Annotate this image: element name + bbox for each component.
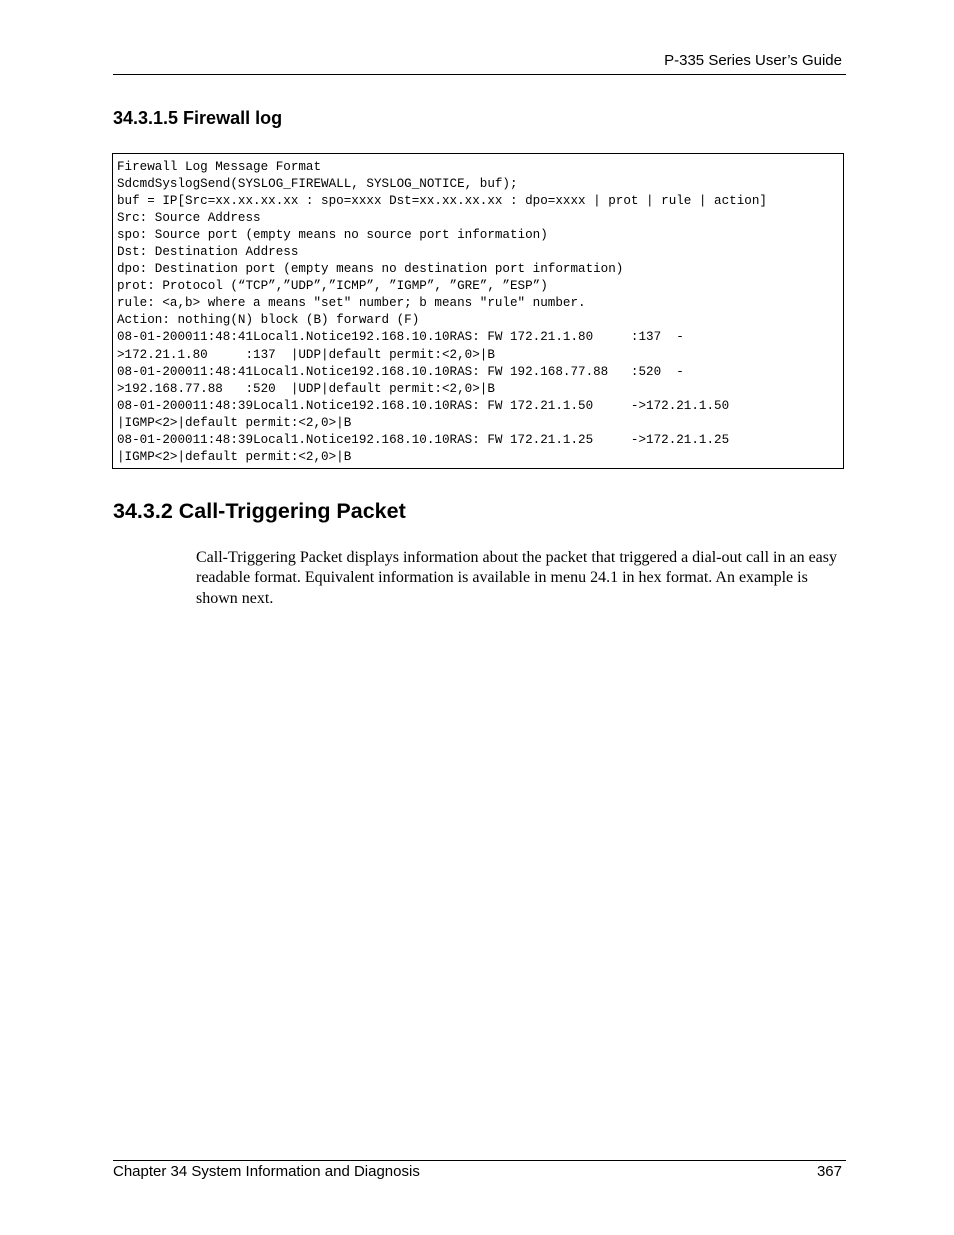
footer-chapter-title: Chapter 34 System Information and Diagnosis	[113, 1163, 420, 1180]
code-line: Dst: Destination Address	[117, 245, 299, 260]
subsection-heading: 34.3.1.5 Firewall log	[113, 108, 283, 128]
code-line: rule: <a,b> where a means "set" number; b means "rule" number.	[117, 296, 586, 311]
code-line: Src: Source Address	[117, 211, 261, 226]
firewall-log-code-box	[112, 153, 844, 469]
code-line: Firewall Log Message Format	[117, 160, 322, 174]
code-line: 08-01-200011:48:41Local1.Notice192.168.10.10RAS: FW 172.21.1.80 :137 -	[117, 330, 684, 345]
code-line: dpo: Destination port (empty means no destination port information)	[117, 262, 624, 277]
page-footer	[113, 1160, 846, 1185]
code-line: SdcmdSyslogSend(SYSLOG_FIREWALL, SYSLOG_NOTICE, buf);	[117, 177, 518, 192]
body-paragraph: Call-Triggering Packet displays information about the packet that triggered a dial-out call in an easy readable format. Equivalent information is available in menu 24.1 in hex format. An example is shown next.	[196, 549, 838, 607]
code-line: 08-01-200011:48:39Local1.Notice192.168.10.10RAS: FW 172.21.1.50 ->172.21.1.50	[117, 398, 730, 413]
code-line: 08-01-200011:48:39Local1.Notice192.168.10.10RAS: FW 172.21.1.25 ->172.21.1.25	[117, 432, 730, 447]
code-line: Action: nothing(N) block (B) forward (F)	[117, 313, 420, 328]
code-line: buf = IP[Src=xx.xx.xx.xx : spo=xxxx Dst=xx.xx.xx.xx : dpo=xxxx | prot | rule | action]	[117, 194, 767, 209]
code-line: spo: Source port (empty means no source port information)	[117, 228, 548, 243]
code-line: >192.168.77.88 :520 |UDP|default permit:<2,0>|B	[117, 381, 495, 396]
section-heading: 34.3.2 Call-Triggering Packet	[113, 499, 406, 523]
code-line: prot: Protocol (“TCP”,”UDP”,”ICMP”, ”IGMP”, ”GRE”, ”ESP”)	[117, 279, 548, 294]
code-line: >172.21.1.80 :137 |UDP|default permit:<2,0>|B	[117, 347, 495, 362]
page-header	[113, 50, 846, 75]
code-line: |IGMP<2>|default permit:<2,0>|B	[117, 449, 352, 464]
page-number: 367	[816, 1163, 842, 1180]
guide-title: P-335 Series User’s Guide	[664, 52, 842, 69]
code-line: 08-01-200011:48:41Local1.Notice192.168.10.10RAS: FW 192.168.77.88 :520 -	[117, 364, 684, 379]
code-line: |IGMP<2>|default permit:<2,0>|B	[117, 415, 352, 430]
